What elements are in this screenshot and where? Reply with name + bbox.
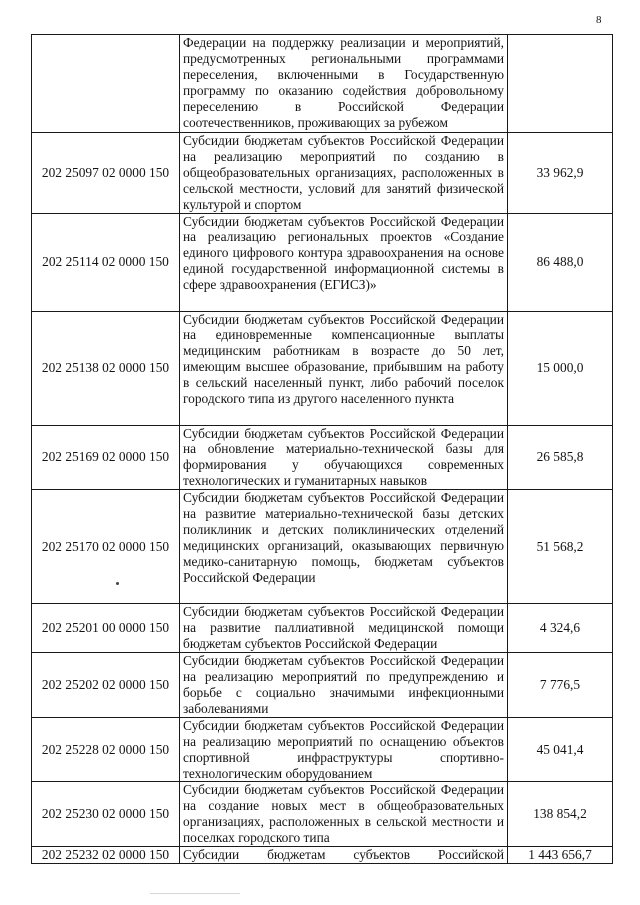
revenue-description: Субсидии бюджетам субъектов Российской Федерации на реализацию региональных проектов «Создание единого цифрового контура здравоохранения на основе единой государственной информационной системы в сфере здравоохранения (ЕГИСЗ)»: [180, 213, 508, 311]
amount-value: [508, 35, 613, 133]
revenue-description: Субсидии бюджетам субъектов Российской Федерации на реализацию мероприятий по предупреждению и борьбе с социально значимыми инфекционными заболеваниями: [180, 653, 508, 718]
amount-value: 7 776,5: [508, 653, 613, 718]
revenue-description: Субсидии бюджетам субъектов Российской Федерации на единовременные компенсационные выплаты медицинским работникам в возрасте до 50 лет, имеющим высшее образование, прибывшим на работу в сельский населенный пункт, либо рабочий поселок городского типа из другого населенного пункта: [180, 311, 508, 425]
amount-value: 86 488,0: [508, 213, 613, 311]
scan-speck: [116, 582, 119, 585]
classification-code: 202 25228 02 0000 150: [32, 717, 180, 782]
budget-table: [31, 34, 613, 864]
table-row: [32, 425, 613, 490]
classification-code: 202 25169 02 0000 150: [32, 425, 180, 490]
amount-value: 26 585,8: [508, 425, 613, 490]
classification-code: 202 25138 02 0000 150: [32, 311, 180, 425]
revenue-description: Субсидии бюджетам субъектов Российской Федерации на обновление материально-технической базы для формирования у обучающихся современных технологических и гуманитарных навыков: [180, 425, 508, 490]
amount-value: 15 000,0: [508, 311, 613, 425]
amount-value: 4 324,6: [508, 604, 613, 653]
table-row: [32, 311, 613, 425]
table-row: [32, 653, 613, 718]
scan-edge-mark: [150, 893, 240, 894]
revenue-description: Субсидии бюджетам субъектов Российской Федерации на развитие паллиативной медицинской помощи бюджетам субъектов Российской Федерации: [180, 604, 508, 653]
classification-code: 202 25230 02 0000 150: [32, 782, 180, 847]
table-row: [32, 490, 613, 604]
revenue-description: Субсидии бюджетам субъектов Российской: [180, 847, 508, 864]
table-row: [32, 782, 613, 847]
revenue-description: Субсидии бюджетам субъектов Российской Федерации на реализацию мероприятий по оснащению объектов спортивной инфраструктуры спортивно-технологическим оборудованием: [180, 717, 508, 782]
page-number: 8: [596, 14, 602, 26]
classification-code: 202 25202 02 0000 150: [32, 653, 180, 718]
table-row: [32, 213, 613, 311]
amount-value: 33 962,9: [508, 133, 613, 214]
amount-value: 45 041,4: [508, 717, 613, 782]
revenue-description: Субсидии бюджетам субъектов Российской Федерации на создание новых мест в общеобразовательных организациях, расположенных в сельской местности и поселках городского типа: [180, 782, 508, 847]
classification-code: 202 25114 02 0000 150: [32, 213, 180, 311]
amount-value: 51 568,2: [508, 490, 613, 604]
classification-code: 202 25097 02 0000 150: [32, 133, 180, 214]
amount-value: 1 443 656,7: [508, 847, 613, 864]
table-row: [32, 35, 613, 133]
table-row: [32, 133, 613, 214]
classification-code: 202 25201 00 0000 150: [32, 604, 180, 653]
classification-code: 202 25232 02 0000 150: [32, 847, 180, 864]
classification-code: 202 25170 02 0000 150: [32, 490, 180, 604]
table-row: [32, 717, 613, 782]
table-row: [32, 604, 613, 653]
amount-value: 138 854,2: [508, 782, 613, 847]
revenue-description: Субсидии бюджетам субъектов Российской Федерации на реализацию мероприятий по созданию в общеобразовательных организациях, расположенных в сельской местности, условий для занятий физической культурой и спортом: [180, 133, 508, 214]
revenue-description: Субсидии бюджетам субъектов Российской Федерации на развитие материально-технической базы детских поликлиник и детских поликлинических отделений медицинских организаций, оказывающих первичную медико-санитарную помощь, бюджетам субъектов Российской Федерации: [180, 490, 508, 604]
revenue-description: Федерации на поддержку реализации и мероприятий, предусмотренных региональными программами переселения, включенными в Государственную программу по оказанию содействия добровольному переселению в Российской Федерации соотечественников, проживающих за рубежом: [180, 35, 508, 133]
table-row: [32, 847, 613, 864]
classification-code: [32, 35, 180, 133]
